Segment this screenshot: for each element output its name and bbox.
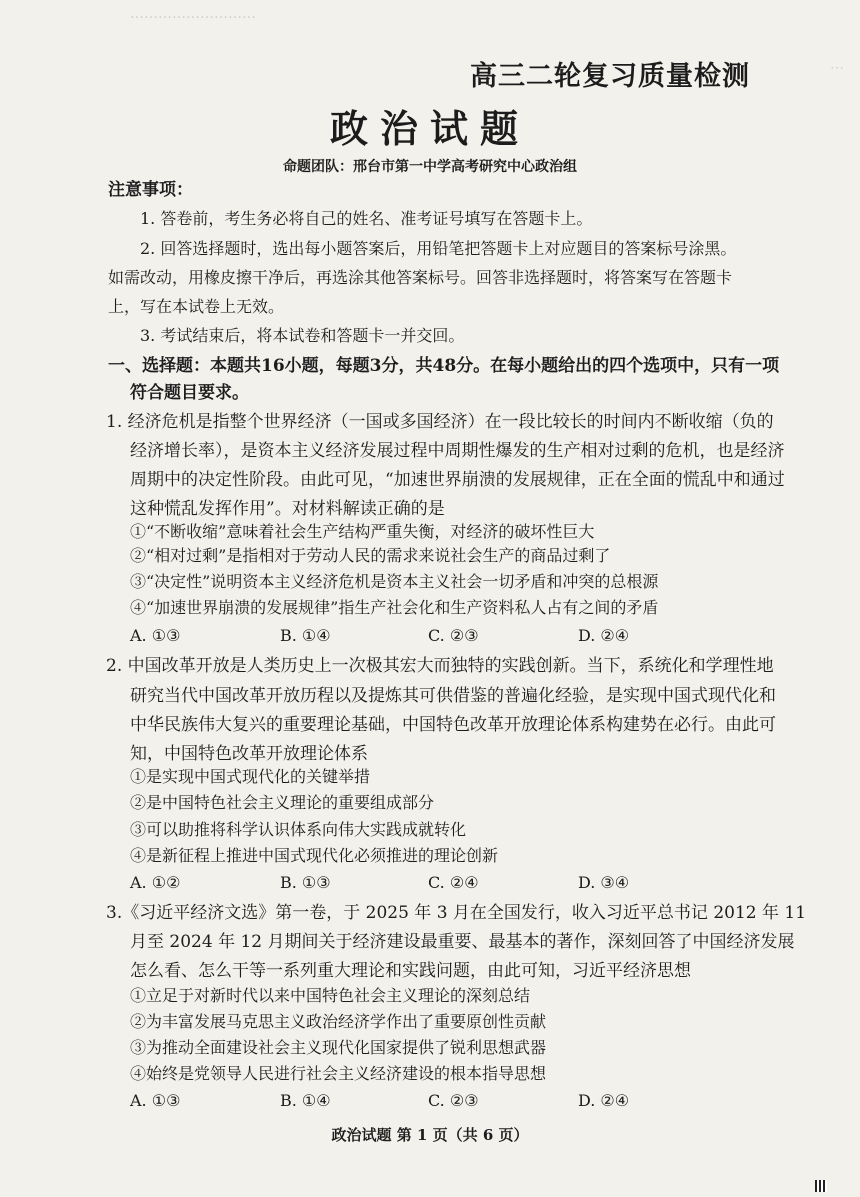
option-b: B. ①③ (280, 873, 331, 892)
authoring-team: 命题团队：邢台市第一中学高考研究中心政治组 (283, 159, 577, 175)
question-text: 研究当代中国改革开放历程以及提炼其可供借鉴的普遍化经验，是实现中国式现代化和 (130, 686, 776, 706)
question-text: 2. 中国改革开放是人类历史上一次极其宏大而独特的实践创新。当下，系统化和学理性地 (106, 656, 774, 676)
question-text: 中华民族伟大复兴的重要理论基础，中国特色改革开放理论体系构建势在必行。由此可 (130, 715, 776, 735)
option-c: C. ②③ (428, 626, 479, 645)
statement: ②“相对过剩”是指相对于劳动人民的需求来说社会生产的商品过剩了 (130, 546, 611, 565)
option-a: A. ①② (130, 873, 181, 892)
notice-item: 1. 答卷前，考生务必将自己的姓名、准考证号填写在答题卡上。 (140, 209, 593, 228)
notice-heading: 注意事项： (108, 180, 193, 200)
option-d: D. ②④ (578, 626, 630, 645)
statement: ①是实现中国式现代化的关键举措 (130, 767, 371, 786)
statement: ③为推动全面建设社会主义现代化国家提供了锐利思想武器 (130, 1038, 547, 1057)
option-a: A. ①③ (130, 626, 181, 645)
page-title: 政治试题 (329, 106, 530, 151)
bleed-through-text: ⋯ (830, 60, 844, 76)
statement: ④始终是党领导人民进行社会主义经济建设的根本指导思想 (130, 1064, 547, 1083)
exam-series-title: 高三二轮复习质量检测 (470, 61, 750, 92)
option-c: C. ②④ (428, 873, 479, 892)
bleed-through-text: ……………………… (130, 6, 256, 22)
question-text: 怎么看、怎么干等一系列重大理论和实践问题，由此可知，习近平经济思想 (130, 961, 691, 981)
question-text: 经济增长率），是资本主义经济发展过程中周期性爆发的生产相对过剩的危机，也是经济 (130, 441, 785, 461)
statement: ②是中国特色社会主义理论的重要组成部分 (130, 793, 435, 812)
option-d: D. ②④ (578, 1091, 630, 1110)
page-footer: 政治试题 第 1 页（共 6 页） (331, 1126, 529, 1144)
question-text: 3.《习近平经济文选》第一卷，于 2025 年 3 月在全国发行，收入习近平总书记 2012 年 11 (106, 903, 807, 923)
statement: ④“加速世界崩溃的发展规律”指生产社会化和生产资料私人占有之间的矛盾 (130, 598, 659, 617)
statement: ②为丰富发展马克思主义政治经济学作出了重要原创性贡献 (130, 1012, 547, 1031)
question-text: 周期中的决定性阶段。由此可见，“加速世界崩溃的发展规律，正在全面的慌乱中和通过 (130, 470, 785, 490)
section-heading: 符合题目要求。 (130, 383, 249, 403)
notice-item: 2. 回答选择题时，选出每小题答案后，用铅笔把答题卡上对应题目的答案标号涂黑。 (140, 239, 737, 258)
question-text: 1. 经济危机是指整个世界经济（一国或多国经济）在一段比较长的时间内不断收缩（负的 (106, 412, 774, 432)
option-a: A. ①③ (130, 1091, 181, 1110)
notice-item: 如需改动，用橡皮擦干净后，再选涂其他答案标号。回答非选择题时，将答案写在答题卡 (108, 268, 733, 287)
question-text: 月至 2024 年 12 月期间关于经济建设最重要、最基本的著作，深刻回答了中国经济发展 (130, 932, 795, 952)
section-heading: 一、选择题：本题共16小题，每题3分，共48分。在每小题给出的四个选项中，只有一项 (108, 356, 780, 376)
question-text: 这种慌乱发挥作用”。对材料解读正确的是 (130, 499, 445, 519)
notice-item: 上，写在本试卷上无效。 (108, 297, 285, 316)
option-b: B. ①④ (280, 626, 331, 645)
option-b: B. ①④ (280, 1091, 331, 1110)
statement: ①立足于对新时代以来中国特色社会主义理论的深刻总结 (130, 986, 531, 1005)
option-d: D. ③④ (578, 873, 630, 892)
statement: ④是新征程上推进中国式现代化必须推进的理论创新 (130, 846, 499, 865)
statement: ①“不断收缩”意味着社会生产结构严重失衡，对经济的破坏性巨大 (130, 522, 595, 541)
option-c: C. ②③ (428, 1091, 479, 1110)
question-text: 知，中国特色改革开放理论体系 (130, 744, 368, 764)
notice-item: 3. 考试结束后，将本试卷和答题卡一并交回。 (140, 326, 465, 345)
statement: ③“决定性”说明资本主义经济危机是资本主义社会一切矛盾和冲突的总根源 (130, 572, 659, 591)
qr-code-icon (815, 1180, 827, 1192)
statement: ③可以助推将科学认识体系向伟大实践成就转化 (130, 820, 467, 839)
